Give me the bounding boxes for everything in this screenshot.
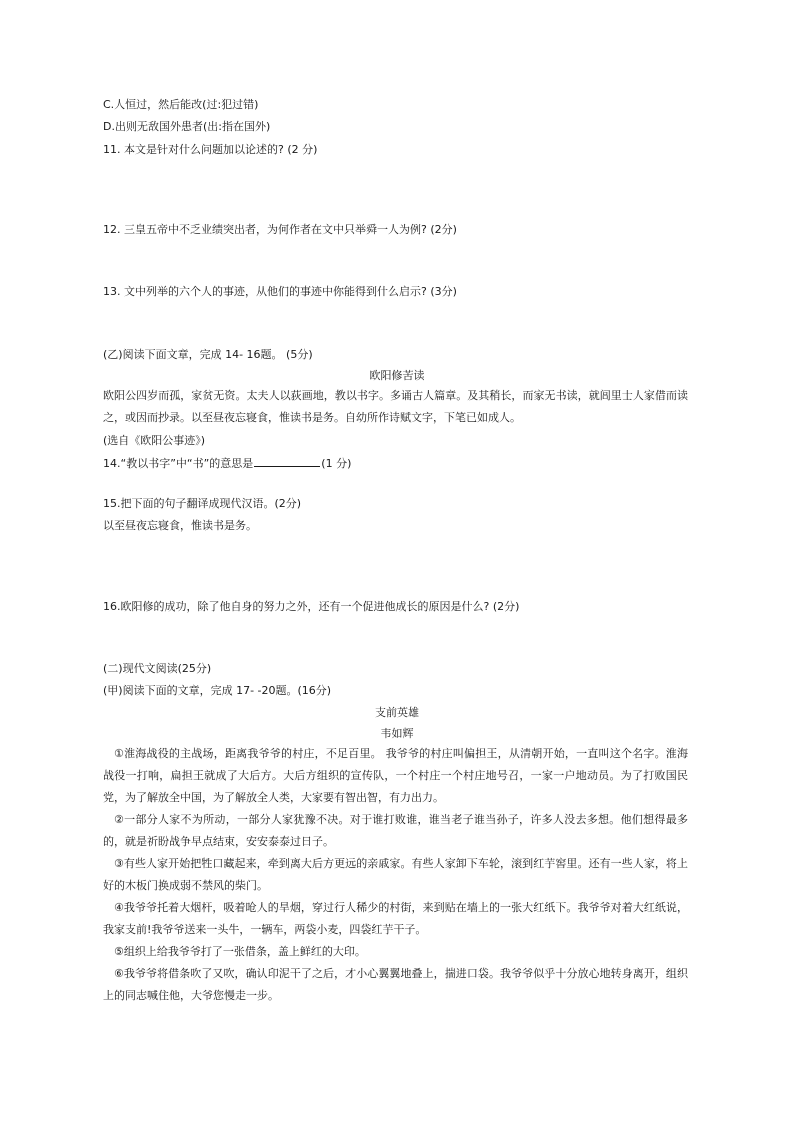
article-author: 韦如辉 [380, 727, 414, 740]
option-c: C.人恒过，然后能改(过:犯过错) [103, 98, 259, 111]
article-title: 支前英雄 [375, 706, 419, 719]
article-paragraph-5: ⑤组织上给我爷爷打了一张借条，盖上鲜红的大印。 [114, 945, 366, 958]
question-14 [103, 456, 351, 471]
option-d: D.出则无敌国外患者(出:指在国外) [103, 120, 271, 133]
question-15: 15.把下面的句子翻译成现代汉语。(2分) [103, 497, 302, 510]
article-paragraph-4: ④我爷爷托着大烟杆，吸着呛人的旱烟，穿过行人稀少的村街，来到贴在墙上的一张大红纸下。我爷爷对着大红纸说，我家支前!我爷爷送来一头牛，一辆车，两袋小麦，四袋红芋干子。 [103, 901, 688, 936]
answer-blank[interactable] [254, 456, 320, 467]
question-15-sentence: 以至昼夜忘寝食，惟读书是务。 [103, 519, 257, 532]
question-12: 12. 三皇五帝中不乏业绩突出者，为何作者在文中只举舜一人为例? (2分) [103, 223, 457, 236]
question-14-score: (1 分) [321, 457, 352, 470]
article-paragraph-1: ①淮海战役的主战场，距离我爷爷的村庄，不足百里。 我爷爷的村庄叫偏担王，从清朝开始，一直叫这个名字。淮海战役一打响，扁担王就成了大后方。大后方组织的宣传队，一个村庄一个村庄地号召，一家一户地动员。为了打败国民党，为了解放全中国，为了解放全人类，大家要有智出智，有力出力。 [103, 747, 688, 804]
question-13: 13. 文中列举的六个人的事迹，从他们的事迹中你能得到什么启示? (3分) [103, 285, 457, 298]
article-paragraph-3: ③有些人家开始把牲口藏起来，牵到离大后方更远的亲戚家。有些人家卸下车轮，滚到红芋窖里。还有一些人家，将上好的木板门换成弱不禁风的柴门。 [103, 857, 688, 892]
article-paragraph-6: ⑥我爷爷将借条吹了又吹，确认印泥干了之后，才小心翼翼地叠上，揣进口袋。我爷爷似乎十分放心地转身离开，组织上的同志喊住他，大爷您慢走一步。 [103, 967, 688, 1002]
question-14-text: 14.“教以书字”中“书”的意思是 [103, 457, 254, 470]
question-11: 11. 本文是针对什么问题加以论述的? (2 分) [103, 143, 318, 156]
section-yi-paragraph: 欧阳公四岁而孤，家贫无资。太夫人以荻画地，教以书字。多诵古人篇章。及其稍长，而家无书读，就闾里士人家借而读之，或因而抄录。以至昼夜忘寝食，惟读书是务。自幼所作诗赋文字，下笔已如成人。 [103, 389, 688, 424]
section-modern-subheading: (甲)阅读下面的文章，完成 17- -20题。(16分) [103, 684, 332, 697]
section-yi-heading: (乙)阅读下面文章，完成 14- 16题。 (5分) [103, 348, 313, 361]
section-yi-source: (选自《欧阳公事迹》) [103, 434, 206, 447]
section-modern-heading: (二)现代文阅读(25分) [103, 662, 212, 675]
article-paragraph-2: ②一部分人家不为所动，一部分人家犹豫不决。对于谁打败谁，谁当老子谁当孙子，许多人没去多想。他们想得最多的，就是祈盼战争早点结束，安安泰泰过日子。 [103, 813, 688, 848]
question-16: 16.欧阳修的成功，除了他自身的努力之外，还有一个促进他成长的原因是什么? (2分) [103, 600, 520, 613]
section-yi-title: 欧阳修苦读 [369, 369, 425, 382]
